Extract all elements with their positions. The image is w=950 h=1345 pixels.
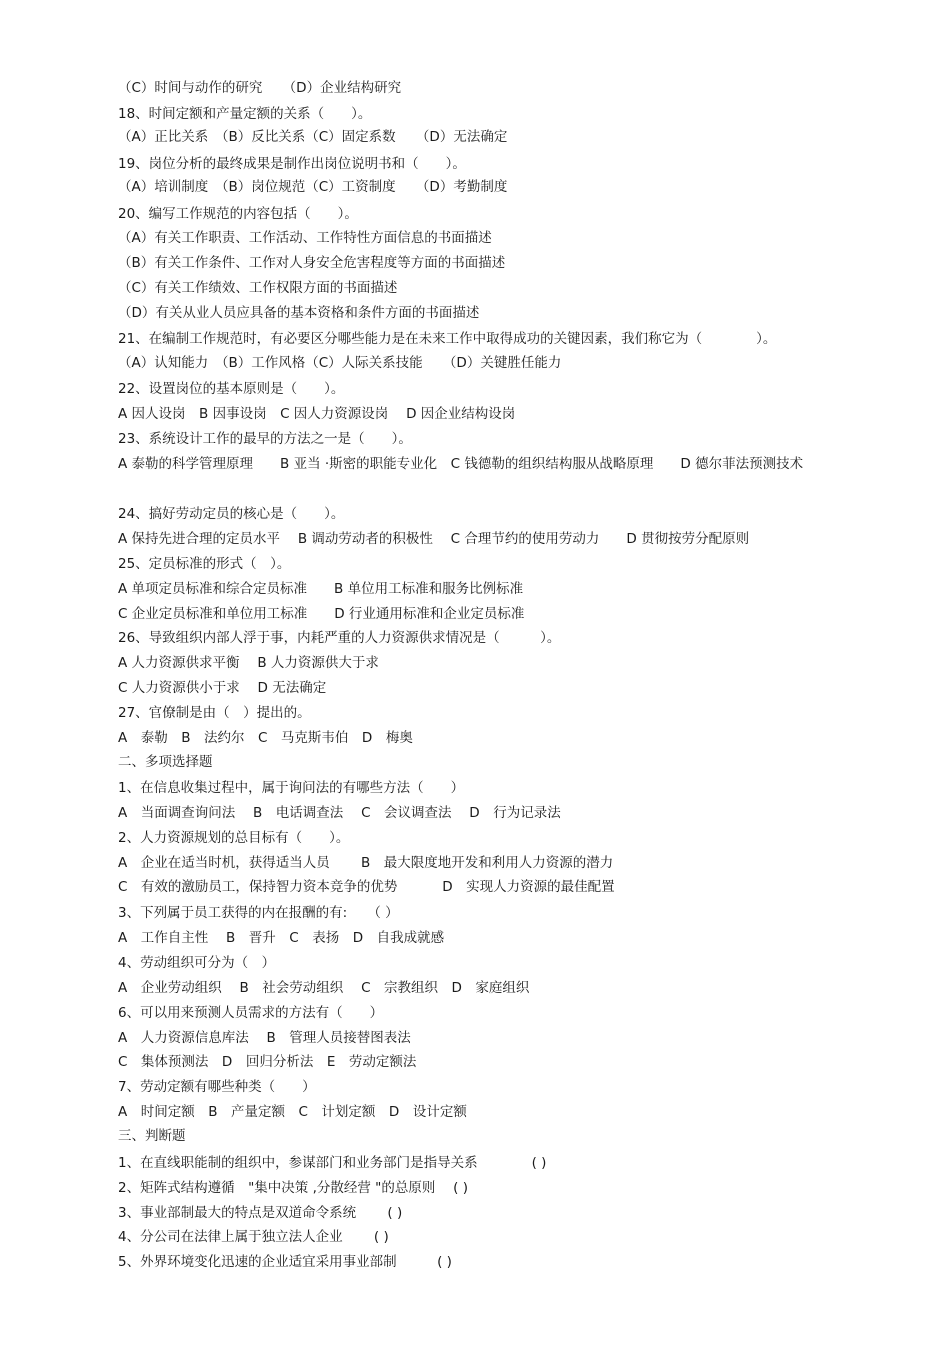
question-23: 23、系统设计工作的最早的方法之一是（ ）。 <box>118 431 412 447</box>
question-20: 20、编写工作规范的内容包括（ ）。 <box>118 206 358 222</box>
text-line: （C）时间与动作的研究 （D）企业结构研究 <box>118 80 402 96</box>
mc-options-6-ab: A 人力资源信息库法 B 管理人员接替图表法 <box>118 1030 411 1046</box>
mc-options-1: A 当面调查询问法 B 电话调查法 C 会议调查法 D 行为记录法 <box>118 805 561 821</box>
question-18: 18、时间定额和产量定额的关系（ ）。 <box>118 106 372 122</box>
options-26-ab: A 人力资源供求平衡 B 人力资源供大于求 <box>118 655 379 671</box>
options-23: A 泰勒的科学管理原理 B 亚当 ·斯密的职能专业化 C 钱德勒的组织结构服从战略原理 D 德尔菲法预测技术 <box>118 456 804 472</box>
mc-options-2-cd: C 有效的激励员工，保持智力资本竞争的优势 D 实现人力资源的最佳配置 <box>118 879 615 895</box>
question-24: 24、搞好劳动定员的核心是（ ）。 <box>118 506 345 522</box>
options-21: （A）认知能力 （B）工作风格（C）人际关系技能 （D）关键胜任能力 <box>118 355 562 371</box>
option-20a: （A）有关工作职责、工作活动、工作特性方面信息的书面描述 <box>118 230 492 246</box>
tf-question-5: 5、外界环境变化迅速的企业适宜采用事业部制 ( ) <box>118 1254 452 1270</box>
option-20c: （C）有关工作绩效、工作权限方面的书面描述 <box>118 280 398 296</box>
mc-question-2: 2、人力资源规划的总目标有（ ）。 <box>118 830 350 846</box>
mc-question-3: 3、下列属于员工获得的内在报酬的有: （ ） <box>118 905 399 921</box>
mc-options-2-ab: A 企业在适当时机，获得适当人员 B 最大限度地开发和利用人力资源的潜力 <box>118 855 614 871</box>
question-22: 22、设置岗位的基本原则是（ ）。 <box>118 381 345 397</box>
mc-options-4: A 企业劳动组织 B 社会劳动组织 C 宗教组织 D 家庭组织 <box>118 980 530 996</box>
options-18: （A）正比关系 （B）反比关系（C）固定系数 （D）无法确定 <box>118 129 508 145</box>
option-20d: （D）有关从业人员应具备的基本资格和条件方面的书面描述 <box>118 305 480 321</box>
options-22: A 因人设岗 B 因事设岗 C 因人力资源设岗 D 因企业结构设岗 <box>118 406 516 422</box>
question-25: 25、定员标准的形式（ ）。 <box>118 556 291 572</box>
mc-question-4: 4、劳动组织可分为（ ） <box>118 955 276 971</box>
mc-options-6-cde: C 集体预测法 D 回归分析法 E 劳动定额法 <box>118 1054 417 1070</box>
mc-question-6: 6、可以用来预测人员需求的方法有（ ） <box>118 1005 384 1021</box>
mc-options-3: A 工作自主性 B 晋升 C 表扬 D 自我成就感 <box>118 930 445 946</box>
question-26: 26、导致组织内部人浮于事，内耗严重的人力资源供求情况是（ ）。 <box>118 630 561 646</box>
option-20b: （B）有关工作条件、工作对人身安全危害程度等方面的书面描述 <box>118 255 506 271</box>
tf-question-4: 4、分公司在法律上属于独立法人企业 ( ) <box>118 1229 389 1245</box>
options-19: （A）培训制度 （B）岗位规范（C）工资制度 （D）考勤制度 <box>118 179 508 195</box>
question-27: 27、官僚制是由（ ）提出的。 <box>118 705 311 721</box>
mc-question-7: 7、劳动定额有哪些种类（ ） <box>118 1079 316 1095</box>
options-24: A 保持先进合理的定员水平 B 调动劳动者的积极性 C 合理节约的使用劳动力 D 贯彻按劳分配原则 <box>118 531 750 547</box>
options-26-cd: C 人力资源供小于求 D 无法确定 <box>118 680 327 696</box>
section-heading-true-false: 三、判断题 <box>118 1128 186 1144</box>
options-25-cd: C 企业定员标准和单位用工标准 D 行业通用标准和企业定员标准 <box>118 606 525 622</box>
mc-options-7: A 时间定额 B 产量定额 C 计划定额 D 设计定额 <box>118 1104 467 1120</box>
tf-question-2: 2、矩阵式结构遵循 "集中决策 ,分散经营 "的总原则 ( ) <box>118 1180 468 1196</box>
mc-question-1: 1、在信息收集过程中，属于询问法的有哪些方法（ ） <box>118 780 465 796</box>
options-27: A 泰勒 B 法约尔 C 马克斯韦伯 D 梅奥 <box>118 730 413 746</box>
tf-question-1: 1、在直线职能制的组织中，参谋部门和业务部门是指导关系 ( ) <box>118 1155 547 1171</box>
question-19: 19、岗位分析的最终成果是制作出岗位说明书和（ ）。 <box>118 156 466 172</box>
tf-question-3: 3、事业部制最大的特点是双道命令系统 ( ) <box>118 1205 403 1221</box>
section-heading-multiple-choice: 二、多项选择题 <box>118 754 213 770</box>
options-25-ab: A 单项定员标准和综合定员标准 B 单位用工标准和服务比例标准 <box>118 581 524 597</box>
question-21: 21、在编制工作规范时，有必要区分哪些能力是在未来工作中取得成功的关键因素，我们称它为（ ）。 <box>118 331 777 347</box>
